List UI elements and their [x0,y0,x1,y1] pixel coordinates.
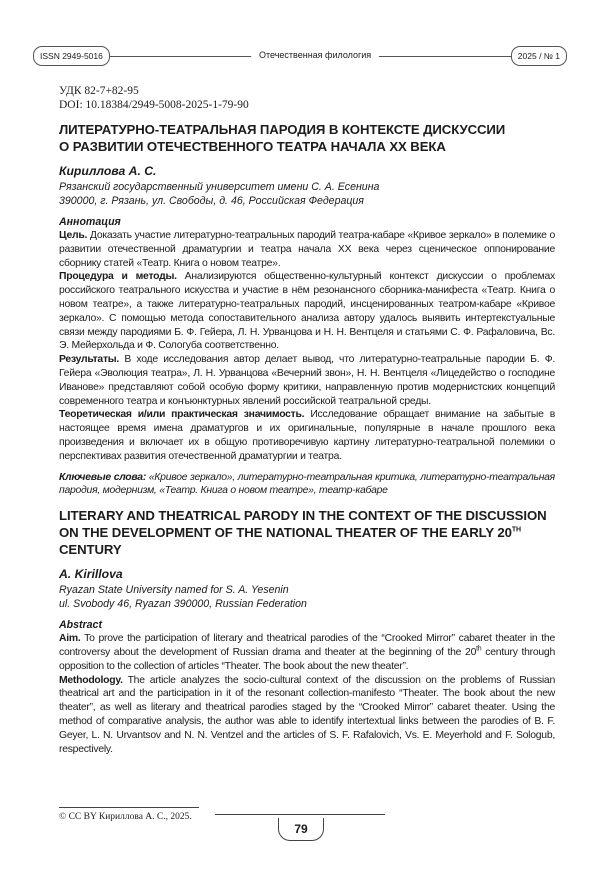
issn-label: ISSN 2949-5016 [33,46,110,66]
en-aim [59,632,555,673]
udc-code: УДК 82-7+82-95 [59,85,139,97]
en-title-sup: TH [511,526,522,534]
en-method [59,674,555,757]
page-rule [215,814,385,815]
ru-author: Кириллова А. С. [59,164,157,178]
en-aim-text-a: To prove the participation of literary and theatrical parodies of the “Crooked Mirror” cabaret theater in the controversy about the development of Russian drama and theater at the beginning of the 20 [59,633,555,658]
ru-keywords-text: «Кривое зеркало», литературно-театральная критика, литературно-театральная пародия, модернизм, «Театр. Книга о новом театре», театр-кабаре [59,471,555,497]
issue-label: 2025 / № 1 [511,46,567,66]
ru-title-line-2: О РАЗВИТИИ ОТЕЧЕСТВЕННОГО ТЕАТРА НАЧАЛА ХХ ВЕКА [59,139,446,154]
footnote-rule [59,807,199,808]
ru-results [59,353,555,408]
page-number: 79 [278,818,324,841]
en-aim-label: Aim. [59,633,81,645]
ru-title-line-1: ЛИТЕРАТУРНО-ТЕАТРАЛЬНАЯ ПАРОДИЯ В КОНТЕКСТЕ ДИСКУССИИ [59,122,506,137]
en-affiliation-2: ul. Svobody 46, Ryazan 390000, Russian Federation [59,598,307,611]
ru-title [59,121,555,155]
running-header [33,46,567,68]
journal-name: Отечественная филология [251,46,379,64]
en-method-label: Methodology. [59,674,123,686]
ru-method-label: Процедура и методы. [59,271,177,283]
ru-significance [59,408,555,463]
ru-keywords-label: Ключевые слова: [59,471,147,483]
ru-aim [59,229,555,270]
en-affiliation-1: Ryazan State University named for S. A. Yesenin [59,584,289,597]
ru-abstract-heading: Аннотация [59,216,121,228]
ru-significance-text: Исследование обращает внимание на забытые в настоящее время имена драматургов и их оригинальные, популярные в начале прошлого века произведения и включает их в общую противоречивую картину литературно-театральной полемики о перспективах развития отечественной драматургии и театра. [59,409,555,462]
en-aim-text-b: century through opposition to the collection of articles “Theater. The book about the new theater”. [59,646,555,672]
en-method-text: The article analyzes the socio-cultural context of the discussion on the problems of Russian theatrical art and the participation in it of the resonant collection-manifesto “Theater. The book about the new theater”, as well as literary and theatrical parodies staged by the “Crooked Mirror” cabaret theater. Using the method of comparative analysis, the author was able to identify intertextual links between the parodies of B. F. Geyer, L. N. Urvantsov and N. N. Ventzel and the articles of S. F. Rafalovich, Vs. E. Meyerhold and F. Sologub, respectively. [59,674,555,755]
en-title-line-2-a: ON THE DEVELOPMENT OF THE NATIONAL THEATER OF THE EARLY 20 [59,525,512,541]
ru-aim-label: Цель. [59,230,88,241]
en-title-line-2-b: CENTURY [59,542,122,558]
en-aim-sup: th [476,645,482,653]
doi: DOI: 10.18384/2949-5008-2025-1-79-90 [59,99,249,111]
ru-method-text: Анализируются общественно-культурный контекст дискуссии о проблемах российского театрального искусства и участие в нём резонансного сборника-манифеста «Театр. Книга о новом театре», а также литературно-театральных пародий, инсценированных театром-кабаре «Кривое зеркало». С помощью метода сопоставительного анализа автору удалось выявить интертекстуальные связи между пародиями Б. Ф. Гейера, Л. Н. Урванцова и Н. Н. Вентцеля и статьями С. Ф. Рафаловича, Вс. Э. Мейерхольда и Ф. Сологуба соответственно. [59,271,555,352]
ru-significance-label: Теоретическая и/или практическая значимость. [59,409,305,421]
ru-affiliation-1: Рязанский государственный университет имени С. А. Есенина [59,181,380,193]
article-meta [59,84,249,112]
ru-keywords [59,471,555,499]
en-title-line-2 [59,524,555,558]
en-abstract-heading: Abstract [59,619,102,632]
en-author: A. Kirillova [59,567,123,582]
license-footnote: © CC BY Кириллова А. С., 2025. [59,812,192,822]
en-title [59,507,555,558]
ru-aim-text: Доказать участие литературно-театральных пародий театра-кабаре «Кривое зеркало» в полемике о развитии отечественной драматургии и театра начала XX века через сценическое оппонирование сборнику статей «Театр. Книга о новом театре». [59,230,555,269]
ru-affiliation-2: 390000, г. Рязань, ул. Свободы, д. 46, Российская Федерация [59,195,364,207]
article-body [59,121,555,756]
ru-results-label: Результаты. [59,354,120,366]
ru-method [59,270,555,353]
ru-results-text: В ходе исследования автор делает вывод, что литературно-театральные пародии Б. Ф. Гейера «Эволюция театра», Л. Н. Урванцова «Вечерний звон», Н. Н. Вентцеля «Лицедейство о господине Иванове» представляют собой особую форму критики, направленную против модернистских концепций современного театра и конъюнктурных явлений российской театральной среды. [59,354,555,407]
en-title-line-1: LITERARY AND THEATRICAL PARODY IN THE CONTEXT OF THE DISCUSSION [59,508,547,524]
